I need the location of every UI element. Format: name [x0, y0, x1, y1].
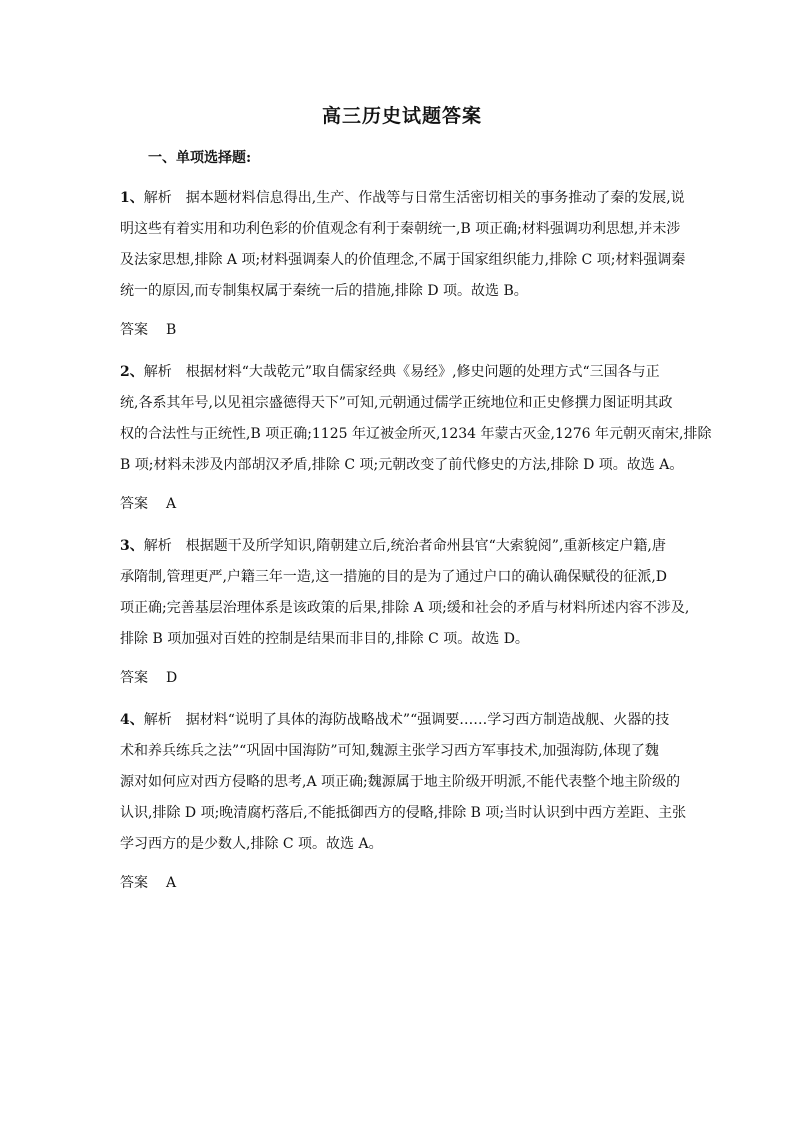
question-text	[120, 531, 690, 655]
answer-label: 答案	[120, 670, 148, 686]
answer-label: 答案	[120, 875, 148, 891]
section-heading: 一、单项选择题:	[148, 150, 252, 166]
question-line: 解析 根据题干及所学知识,隋朝建立后,统治者命州县官“大索貌阅”,重新核定户籍,唐	[143, 538, 666, 554]
question-line: 统,各系其年号,以见祖宗盛德得天下”可知,元朝通过儒学正统地位和正史修撰力图证明其政	[120, 395, 673, 411]
answer-row	[120, 667, 684, 689]
question-line: 源对如何应对西方侵略的思考,A 项正确;魏源属于地主阶级开明派,不能代表整个地主阶级的	[120, 774, 681, 790]
answer-label: 答案	[120, 322, 148, 338]
question-2	[120, 357, 712, 515]
question-line: 排除 B 项加强对百姓的控制是结果而非目的,排除 C 项。故选 D。	[120, 631, 529, 647]
question-1	[120, 183, 684, 341]
question-3	[120, 531, 690, 689]
question-line: 解析 根据材料“大哉乾元”取自儒家经典《易经》,修史问题的处理方式“三国各与正	[143, 364, 660, 380]
question-line: 及法家思想,排除 A 项;材料强调秦人的价值理念,不属于国家组织能力,排除 C 项;材料强调秦	[120, 252, 686, 268]
answer-value: D	[166, 670, 178, 686]
question-line: 项正确;完善基层治理体系是该政策的后果,排除 A 项;缓和社会的矛盾与材料所述内容不涉及,	[120, 600, 690, 616]
question-number: 3、	[120, 538, 144, 554]
question-line: B 项;材料未涉及内部胡汉矛盾,排除 C 项;元朝改变了前代修史的方法,排除 D 项。故选 A。	[120, 457, 684, 473]
answer-label: 答案	[120, 496, 148, 512]
question-line: 术和养兵练兵之法”“巩固中国海防”可知,魏源主张学习西方军事技术,加强海防,体现了魏	[120, 743, 659, 759]
question-line: 解析 据材料“说明了具体的海防战略战术”“强调要……学习西方制造战舰、火器的技	[143, 712, 670, 728]
question-line: 承隋制,管理更严,户籍三年一造,这一措施的目的是为了通过户口的确认确保赋役的征派,D	[120, 569, 668, 585]
answer-row	[120, 319, 684, 341]
question-text	[120, 705, 687, 860]
question-line: 统一的原因,而专制集权属于秦统一后的措施,排除 D 项。故选 B。	[120, 283, 528, 299]
answer-value: B	[166, 322, 177, 338]
answer-row	[120, 872, 684, 894]
question-number: 1、	[120, 190, 144, 206]
answer-value: A	[166, 496, 177, 512]
answer-row	[120, 493, 684, 515]
question-4	[120, 705, 687, 894]
question-number: 4、	[120, 712, 144, 728]
question-number: 2、	[120, 364, 144, 380]
question-line: 明这些有着实用和功利色彩的价值观念有利于秦朝统一,B 项正确;材料强调功利思想,并未涉	[120, 221, 681, 237]
page-title: 高三历史试题答案	[321, 105, 482, 127]
question-text	[120, 183, 684, 307]
question-text	[120, 357, 712, 481]
answer-value: A	[166, 875, 177, 891]
question-line: 学习西方的是少数人,排除 C 项。故选 A。	[120, 836, 383, 852]
question-line: 认识,排除 D 项;晚清腐朽落后,不能抵御西方的侵略,排除 B 项;当时认识到中西方差距、主张	[120, 805, 687, 821]
question-line: 解析 据本题材料信息得出,生产、作战等与日常生活密切相关的事务推动了秦的发展,说	[143, 190, 685, 206]
question-line: 权的合法性与正统性,B 项正确;1125 年辽被金所灭,1234 年蒙古灭金,1276 年元朝灭南宋,排除	[120, 426, 712, 442]
